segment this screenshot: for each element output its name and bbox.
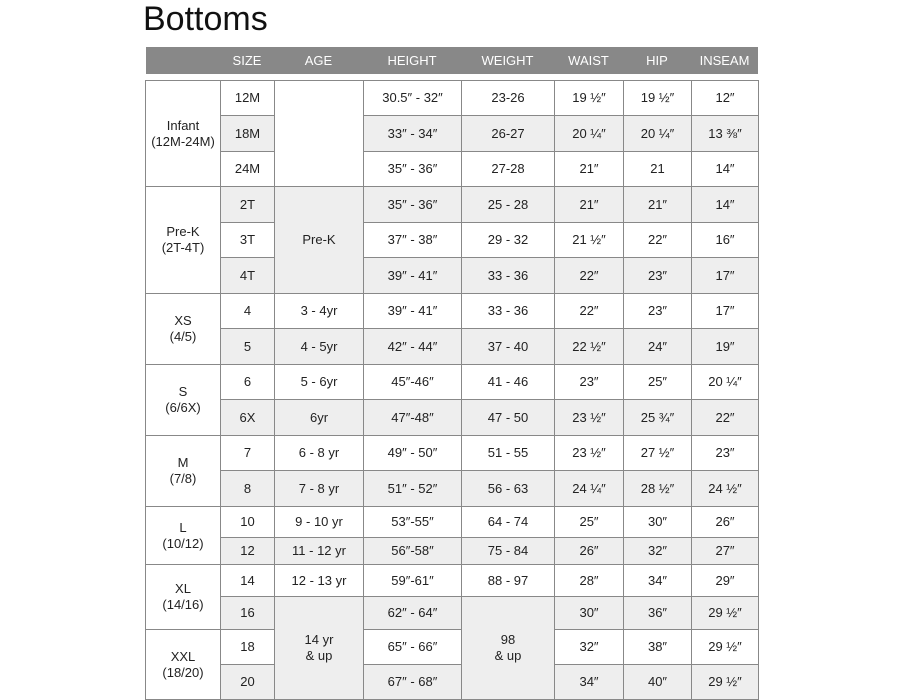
table-row [146, 187, 759, 223]
height-cell: 37″ - 38″ [364, 223, 462, 258]
age-cell: 12 - 13 yr [275, 565, 364, 597]
inseam-cell: 20 ¼″ [692, 365, 759, 400]
size-cell: 5 [221, 329, 275, 365]
size-cell: 10 [221, 507, 275, 538]
age-line: 14 yr [304, 632, 334, 647]
height-cell: 67″ - 68″ [364, 665, 462, 700]
age-cell: 7 - 8 yr [275, 471, 364, 507]
age-cell-merged [275, 597, 364, 700]
age-cell: 5 - 6yr [275, 365, 364, 400]
waist-cell: 20 ¼″ [555, 116, 624, 152]
group-name: XS [174, 313, 192, 328]
group-name: S [178, 384, 188, 399]
table-row [146, 294, 759, 329]
hip-cell: 24″ [624, 329, 692, 365]
header-hip: HIP [646, 53, 668, 68]
waist-cell: 28″ [555, 565, 624, 597]
table-row [146, 630, 759, 665]
hip-cell: 23″ [624, 294, 692, 329]
height-cell: 51″ - 52″ [364, 471, 462, 507]
waist-cell: 21″ [555, 152, 624, 187]
waist-cell: 30″ [555, 597, 624, 630]
weight-cell: 33 - 36 [462, 258, 555, 294]
table-row [146, 436, 759, 471]
table-row [146, 258, 759, 294]
weight-line: & up [494, 648, 522, 663]
size-cell: 24M [221, 152, 275, 187]
waist-cell: 25″ [555, 507, 624, 538]
inseam-cell: 16″ [692, 223, 759, 258]
inseam-cell: 14″ [692, 152, 759, 187]
hip-cell: 23″ [624, 258, 692, 294]
group-range: (12M-24M) [151, 133, 215, 149]
age-cell-empty [275, 81, 364, 187]
hip-cell: 28 ½″ [624, 471, 692, 507]
age-cell: 9 - 10 yr [275, 507, 364, 538]
inseam-cell: 17″ [692, 258, 759, 294]
header-inseam: INSEAM [699, 53, 750, 68]
age-line: & up [305, 648, 333, 663]
weight-cell: 75 - 84 [462, 538, 555, 565]
group-range: (14/16) [162, 597, 204, 612]
group-cell-l [146, 507, 221, 565]
waist-cell: 24 ¼″ [555, 471, 624, 507]
height-cell: 33″ - 34″ [364, 116, 462, 152]
table-row [146, 400, 759, 436]
hip-cell: 32″ [624, 538, 692, 565]
group-range: (4/5) [169, 329, 197, 344]
weight-cell: 56 - 63 [462, 471, 555, 507]
height-cell: 53″-55″ [364, 507, 462, 538]
hip-cell: 22″ [624, 223, 692, 258]
table-row [146, 152, 759, 187]
size-chart-table [145, 80, 759, 700]
size-cell: 4T [221, 258, 275, 294]
height-cell: 65″ - 66″ [364, 630, 462, 665]
size-cell: 2T [221, 187, 275, 223]
page-title: Bottoms [143, 0, 268, 38]
height-cell: 39″ - 41″ [364, 258, 462, 294]
weight-cell: 47 - 50 [462, 400, 555, 436]
height-cell: 49″ - 50″ [364, 436, 462, 471]
weight-cell: 23-26 [462, 81, 555, 116]
weight-cell: 27-28 [462, 152, 555, 187]
height-cell: 42″ - 44″ [364, 329, 462, 365]
size-cell: 6 [221, 365, 275, 400]
weight-cell: 51 - 55 [462, 436, 555, 471]
group-cell-xs [146, 294, 221, 365]
weight-cell: 88 - 97 [462, 565, 555, 597]
size-cell: 18M [221, 116, 275, 152]
header-age: AGE [304, 53, 333, 68]
waist-cell: 26″ [555, 538, 624, 565]
table-row [146, 565, 759, 597]
size-cell: 20 [221, 665, 275, 700]
group-name: XXL [170, 648, 196, 664]
hip-cell: 20 ¼″ [624, 116, 692, 152]
size-cell: 12 [221, 538, 275, 565]
weight-cell-merged [462, 597, 555, 700]
weight-cell: 25 - 28 [462, 187, 555, 223]
table-row [146, 329, 759, 365]
hip-cell: 40″ [624, 665, 692, 700]
size-cell: 8 [221, 471, 275, 507]
inseam-cell: 29 ½″ [692, 597, 759, 630]
height-cell: 59″-61″ [364, 565, 462, 597]
hip-cell: 27 ½″ [624, 436, 692, 471]
size-cell: 18 [221, 630, 275, 665]
table-row [146, 81, 759, 116]
weight-line: 98 [500, 632, 516, 647]
table-row [146, 665, 759, 700]
hip-cell: 21″ [624, 187, 692, 223]
weight-cell: 29 - 32 [462, 223, 555, 258]
inseam-cell: 26″ [692, 507, 759, 538]
age-cell: 6 - 8 yr [275, 436, 364, 471]
hip-cell: 38″ [624, 630, 692, 665]
group-range: (2T-4T) [161, 240, 205, 255]
height-cell: 47″-48″ [364, 400, 462, 436]
size-cell: 7 [221, 436, 275, 471]
height-cell: 56″-58″ [364, 538, 462, 565]
group-cell-xl [146, 565, 221, 630]
waist-cell: 21 ½″ [555, 223, 624, 258]
hip-cell: 36″ [624, 597, 692, 630]
table-row [146, 538, 759, 565]
waist-cell: 34″ [555, 665, 624, 700]
group-name: XL [175, 581, 191, 596]
size-cell: 6X [221, 400, 275, 436]
age-cell: 4 - 5yr [275, 329, 364, 365]
table-row [146, 223, 759, 258]
column-header-bar [146, 47, 758, 74]
hip-cell: 19 ½″ [624, 81, 692, 116]
inseam-cell: 19″ [692, 329, 759, 365]
table-row [146, 507, 759, 538]
inseam-cell: 29 ½″ [692, 630, 759, 665]
age-cell: Pre-K [275, 187, 364, 294]
waist-cell: 21″ [555, 187, 624, 223]
waist-cell: 22″ [555, 258, 624, 294]
age-cell: 3 - 4yr [275, 294, 364, 329]
table-row [146, 365, 759, 400]
hip-cell: 21 [624, 152, 692, 187]
group-name: Pre-K [166, 224, 200, 239]
height-cell: 30.5″ - 32″ [364, 81, 462, 116]
group-name: M [177, 455, 189, 470]
table-row [146, 116, 759, 152]
size-cell: 14 [221, 565, 275, 597]
group-range: (7/8) [169, 471, 197, 486]
weight-cell: 41 - 46 [462, 365, 555, 400]
height-cell: 39″ - 41″ [364, 294, 462, 329]
weight-cell: 37 - 40 [462, 329, 555, 365]
weight-cell: 26-27 [462, 116, 555, 152]
inseam-cell: 14″ [692, 187, 759, 223]
age-cell: 6yr [275, 400, 364, 436]
waist-cell: 23 ½″ [555, 400, 624, 436]
inseam-cell: 17″ [692, 294, 759, 329]
group-cell-s [146, 365, 221, 436]
header-weight: WEIGHT [481, 53, 534, 68]
inseam-cell: 24 ½″ [692, 471, 759, 507]
waist-cell: 22″ [555, 294, 624, 329]
group-range: (18/20) [162, 664, 204, 680]
inseam-cell: 27″ [692, 538, 759, 565]
size-cell: 16 [221, 597, 275, 630]
hip-cell: 25″ [624, 365, 692, 400]
inseam-cell: 13 ⅜″ [692, 116, 759, 152]
size-cell: 3T [221, 223, 275, 258]
header-waist: WAIST [568, 53, 609, 68]
waist-cell: 23″ [555, 365, 624, 400]
waist-cell: 23 ½″ [555, 436, 624, 471]
group-cell-m [146, 436, 221, 507]
inseam-cell: 29″ [692, 565, 759, 597]
waist-cell: 32″ [555, 630, 624, 665]
group-name: Infant [166, 117, 200, 133]
waist-cell: 22 ½″ [555, 329, 624, 365]
waist-cell: 19 ½″ [555, 81, 624, 116]
header-height: HEIGHT [387, 53, 437, 68]
group-cell-infant [146, 81, 221, 187]
table-row [146, 597, 759, 630]
hip-cell: 30″ [624, 507, 692, 538]
group-name: L [179, 519, 187, 535]
table-row [146, 471, 759, 507]
header-size: SIZE [232, 53, 262, 68]
group-cell-prek [146, 187, 221, 294]
size-cell: 12M [221, 81, 275, 116]
weight-cell: 33 - 36 [462, 294, 555, 329]
group-range: (10/12) [162, 535, 204, 551]
height-cell: 35″ - 36″ [364, 152, 462, 187]
weight-cell: 64 - 74 [462, 507, 555, 538]
inseam-cell: 29 ½″ [692, 665, 759, 700]
height-cell: 45″-46″ [364, 365, 462, 400]
group-cell-xxl [146, 630, 221, 700]
height-cell: 35″ - 36″ [364, 187, 462, 223]
height-cell: 62″ - 64″ [364, 597, 462, 630]
size-cell: 4 [221, 294, 275, 329]
hip-cell: 25 ¾″ [624, 400, 692, 436]
hip-cell: 34″ [624, 565, 692, 597]
group-range: (6/6X) [165, 400, 201, 415]
inseam-cell: 23″ [692, 436, 759, 471]
inseam-cell: 22″ [692, 400, 759, 436]
inseam-cell: 12″ [692, 81, 759, 116]
age-cell: 11 - 12 yr [275, 538, 364, 565]
